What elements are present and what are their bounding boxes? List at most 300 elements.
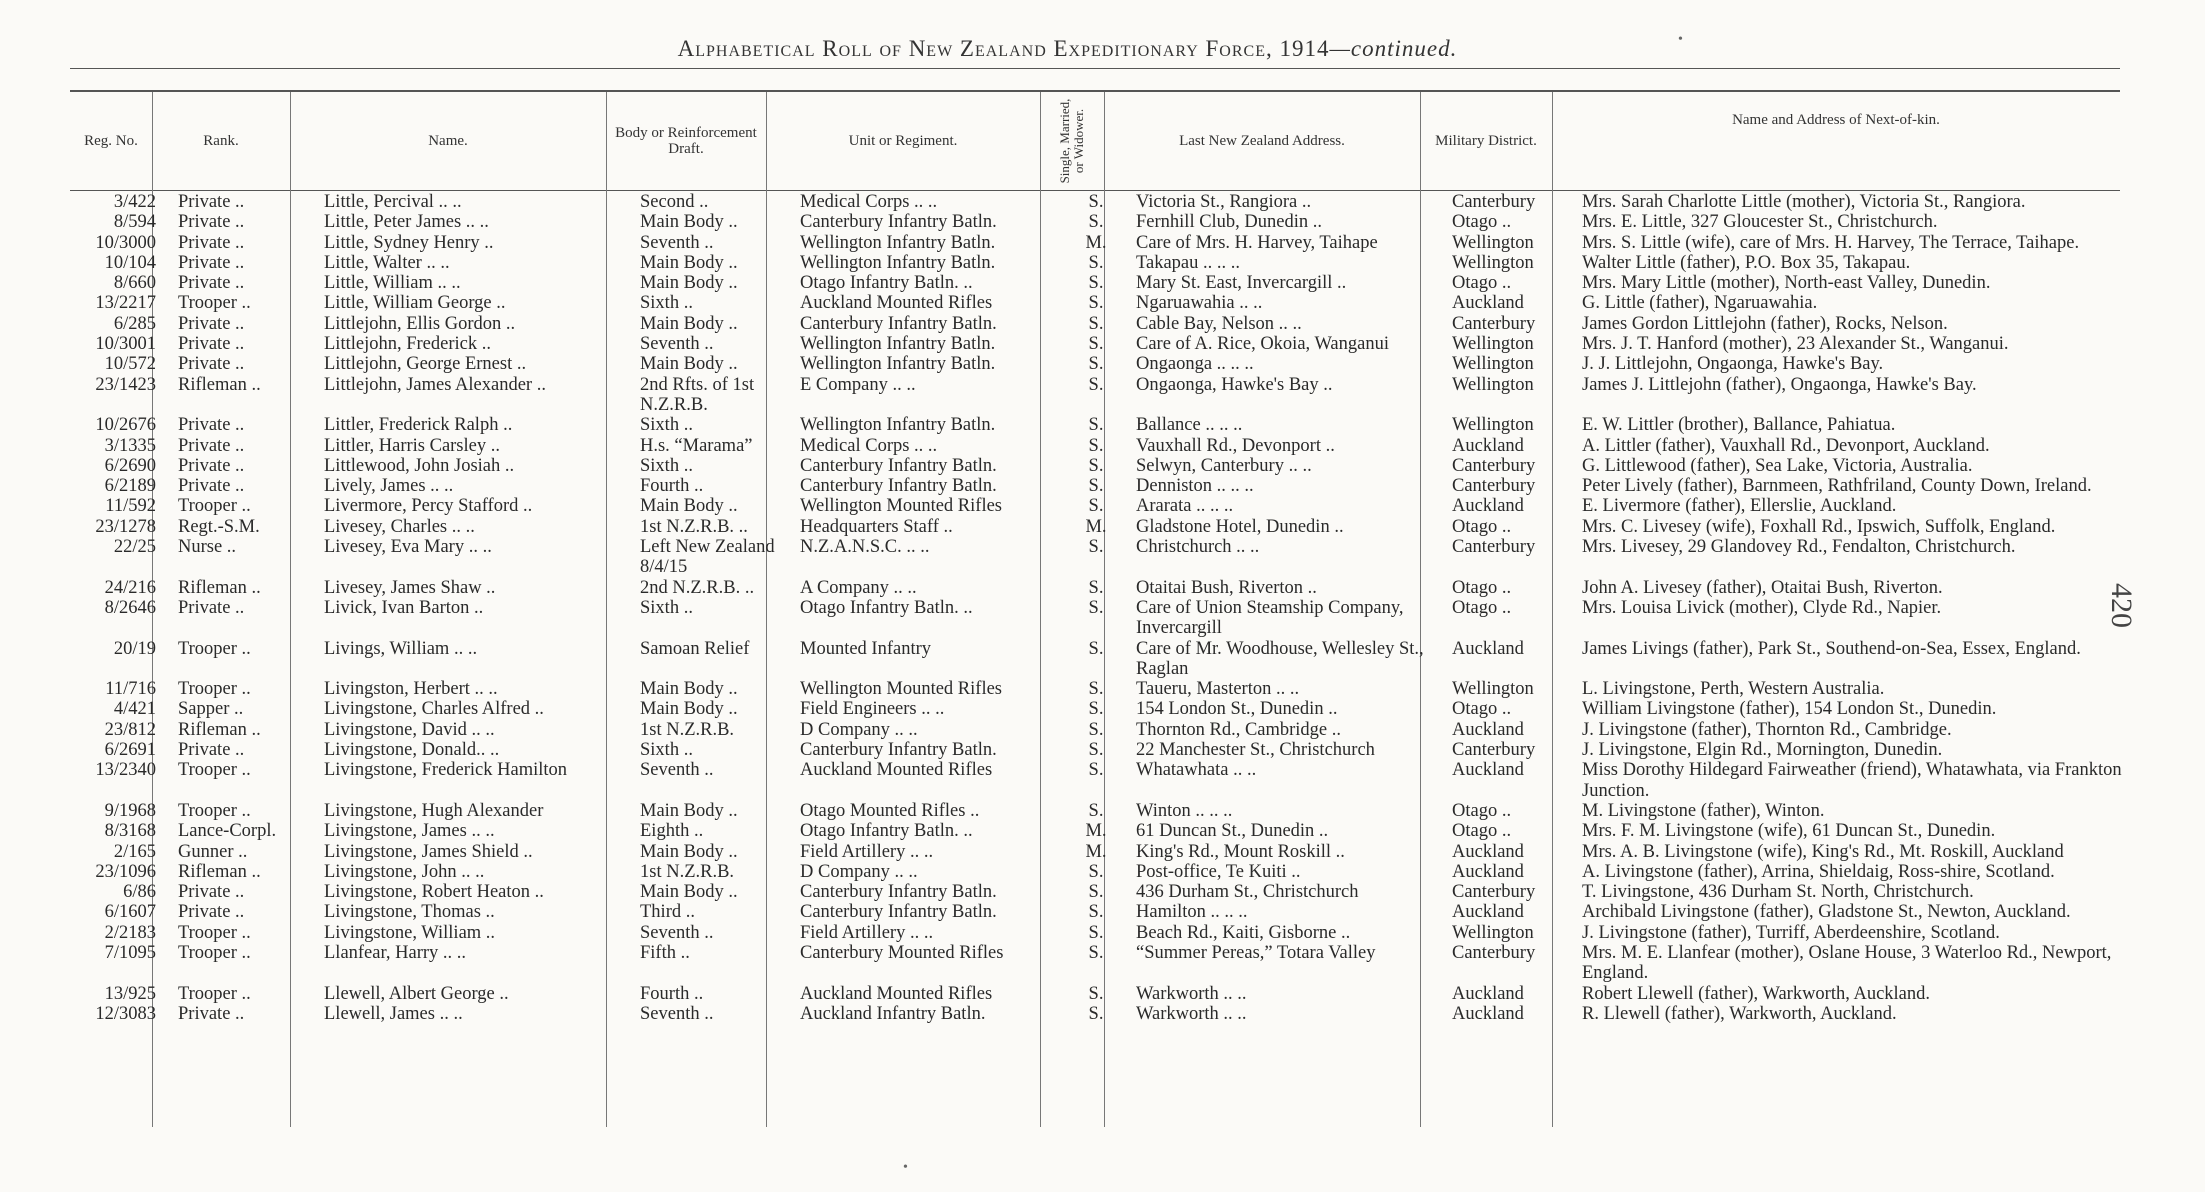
unit-cell: Auckland Mounted Rifles (800, 983, 993, 1004)
rank-cell: Rifleman .. (178, 374, 261, 395)
name-cell: Livesey, James Shaw .. (324, 577, 496, 598)
rank-cell: Lance-Corpl. (178, 821, 277, 842)
next-of-kin-cell: Mrs. S. Little (wife), care of Mrs. H. Harvey, The Terrace, Taihape. (1582, 232, 2080, 253)
name-cell: Livingstone, Robert Heaton .. (324, 882, 544, 903)
district-cell: Wellington (1452, 354, 1534, 375)
next-of-kin-cell: Mrs. M. E. Llanfear (mother), Oslane House, 3 Waterloo Rd., Newport, England. (1582, 942, 2112, 984)
print-speck: • (1678, 32, 1683, 47)
district-cell: Otago .. (1452, 577, 1512, 598)
name-cell: Littlejohn, Frederick .. (324, 334, 491, 355)
address-cell: Denniston .. .. .. (1136, 476, 1254, 497)
district-cell: Auckland (1452, 983, 1524, 1004)
table-row (60, 862, 2154, 882)
body-draft-cell: Main Body .. (640, 212, 738, 233)
header-marital-status: Single, Married, or Widower. (1057, 98, 1086, 184)
address-cell: Takapau .. .. .. (1136, 252, 1241, 273)
unit-cell: Canterbury Mounted Rifles (800, 942, 1004, 963)
name-cell: Little, William George .. (324, 293, 506, 314)
next-of-kin-cell: Mrs. Mary Little (mother), North-east Valley, Dunedin. (1582, 273, 1991, 294)
marital-status-cell: S. (1088, 455, 1104, 476)
table-row (60, 273, 2154, 293)
rank-cell: Private .. (178, 740, 245, 761)
body-draft-cell: 1st N.Z.R.B. (640, 861, 735, 882)
rank-cell: Private .. (178, 415, 245, 436)
body-draft-cell: Third .. (640, 902, 695, 923)
body-draft-cell: Main Body .. (640, 496, 738, 517)
reg-no-cell: 8/660 (113, 273, 156, 294)
rank-cell: Private .. (178, 334, 245, 355)
unit-cell: Canterbury Infantry Batln. (800, 882, 997, 903)
name-cell: Littlewood, John Josiah .. (324, 455, 515, 476)
next-of-kin-cell: E. Livermore (father), Ellerslie, Auckland. (1582, 496, 1897, 517)
body-draft-cell: Left New Zealand 8/4/15 (640, 537, 775, 578)
district-cell: Otago .. (1452, 597, 1512, 618)
unit-cell: Otago Infantry Batln. .. (800, 273, 973, 294)
unit-cell: Otago Infantry Batln. .. (800, 821, 973, 842)
table-row (60, 293, 2154, 313)
marital-status-cell: S. (1088, 537, 1104, 558)
body-draft-cell: Sixth .. (640, 597, 693, 618)
address-cell: Ballance .. .. .. (1136, 415, 1243, 436)
address-cell: Cable Bay, Nelson .. .. (1136, 313, 1302, 334)
marital-status-cell: S. (1088, 354, 1104, 375)
table-row (60, 984, 2154, 1004)
table-row (60, 902, 2154, 922)
rank-cell: Sapper .. (178, 699, 244, 720)
name-cell: Littlejohn, James Alexander .. (324, 374, 546, 395)
unit-cell: Canterbury Infantry Batln. (800, 212, 997, 233)
next-of-kin-cell: L. Livingstone, Perth, Western Australia. (1582, 679, 1885, 700)
address-cell: Christchurch .. .. (1136, 537, 1260, 558)
reg-no-cell: 8/594 (113, 212, 156, 233)
table-row (60, 456, 2154, 476)
rank-cell: Regt.-S.M. (178, 516, 260, 537)
next-of-kin-cell: Mrs. C. Livesey (wife), Foxhall Rd., Ipswich, Suffolk, England. (1582, 516, 2056, 537)
table-row (60, 598, 2154, 639)
district-cell: Otago .. (1452, 800, 1512, 821)
body-draft-cell: Seventh .. (640, 760, 714, 781)
district-cell: Otago .. (1452, 212, 1512, 233)
next-of-kin-cell: Mrs. J. T. Hanford (mother), 23 Alexander St., Wanganui. (1582, 334, 2009, 355)
rank-cell: Private .. (178, 212, 245, 233)
header-unit: Unit or Regiment. (848, 132, 958, 149)
reg-no-cell: 13/925 (104, 983, 156, 1004)
district-cell: Wellington (1452, 232, 1534, 253)
marital-status-cell: M. (1085, 841, 1107, 862)
address-cell: Ararata .. .. .. (1136, 496, 1234, 517)
unit-cell: Medical Corps .. .. (800, 435, 938, 456)
rank-cell: Private .. (178, 232, 245, 253)
body-draft-cell: Main Body .. (640, 273, 738, 294)
next-of-kin-cell: Mrs. A. B. Livingstone (wife), King's Rd., Mt. Roskill, Auckland (1582, 841, 2064, 862)
rank-cell: Private .. (178, 597, 245, 618)
name-cell: Livingstone, James Shield .. (324, 841, 533, 862)
address-cell: Winton .. .. .. (1136, 800, 1233, 821)
reg-no-cell: 22/25 (113, 537, 156, 558)
next-of-kin-cell: Mrs. E. Little, 327 Gloucester St., Christchurch. (1582, 212, 1938, 233)
next-of-kin-cell: J. Livingstone, Elgin Rd., Mornington, Dunedin. (1582, 740, 1943, 761)
district-cell: Auckland (1452, 841, 1524, 862)
next-of-kin-cell: James Livings (father), Park St., Southend-on-Sea, Essex, England. (1582, 638, 2081, 659)
reg-no-cell: 23/1278 (95, 516, 156, 537)
marital-status-cell: S. (1088, 638, 1104, 659)
district-cell: Auckland (1452, 1003, 1524, 1024)
unit-cell: Wellington Mounted Rifles (800, 496, 1002, 517)
district-cell: Wellington (1452, 374, 1534, 395)
body-draft-cell: Sixth .. (640, 415, 693, 436)
district-cell: Auckland (1452, 760, 1524, 781)
next-of-kin-cell: J. J. Littlejohn, Ongaonga, Hawke's Bay. (1582, 354, 1884, 375)
name-cell: Livick, Ivan Barton .. (324, 597, 484, 618)
body-draft-cell: 1st N.Z.R.B. (640, 719, 735, 740)
reg-no-cell: 23/1423 (95, 374, 156, 395)
reg-no-cell: 10/3001 (95, 334, 156, 355)
reg-no-cell: 3/422 (113, 192, 156, 212)
unit-cell: Auckland Mounted Rifles (800, 293, 993, 314)
district-cell: Auckland (1452, 861, 1524, 882)
rank-cell: Trooper .. (178, 679, 251, 700)
body-draft-cell: 1st N.Z.R.B. .. (640, 516, 748, 537)
address-cell: Mary St. East, Invercargill .. (1136, 273, 1347, 294)
body-draft-cell: Fifth .. (640, 942, 690, 963)
district-cell: Otago .. (1452, 273, 1512, 294)
marital-status-cell: S. (1088, 252, 1104, 273)
address-cell: Gladstone Hotel, Dunedin .. (1136, 516, 1344, 537)
body-draft-cell: Samoan Relief (640, 638, 750, 659)
rank-cell: Private .. (178, 252, 245, 273)
header-next-of-kin: Name and Address of Next-of-kin. (1732, 111, 1940, 128)
table-row (60, 821, 2154, 841)
unit-cell: Mounted Infantry (800, 638, 932, 659)
table-row (60, 436, 2154, 456)
table-row (60, 923, 2154, 943)
name-cell: Llanfear, Harry .. .. (324, 942, 467, 963)
reg-no-cell: 13/2340 (95, 760, 156, 781)
address-cell: Victoria St., Rangiora .. (1136, 192, 1312, 212)
name-cell: Littler, Harris Carsley .. (324, 435, 500, 456)
body-draft-cell: Main Body .. (640, 699, 738, 720)
reg-no-cell: 6/86 (123, 882, 156, 903)
table-row (60, 720, 2154, 740)
reg-no-cell: 10/2676 (95, 415, 156, 436)
marital-status-cell: S. (1088, 476, 1104, 497)
address-cell: Care of A. Rice, Okoia, Wanganui (1136, 334, 1389, 355)
unit-cell: D Company .. .. (800, 719, 918, 740)
address-cell: Post-office, Te Kuiti .. (1136, 861, 1301, 882)
next-of-kin-cell: Archibald Livingstone (father), Gladstone St., Newton, Auckland. (1582, 902, 2071, 923)
table-row (60, 578, 2154, 598)
unit-cell: Otago Mounted Rifles .. (800, 800, 980, 821)
next-of-kin-cell: A. Livingstone (father), Arrina, Shieldaig, Ross-shire, Scotland. (1582, 861, 2055, 882)
address-cell: Ongaonga .. .. .. (1136, 354, 1254, 375)
name-cell: Livingstone, David .. .. (324, 719, 495, 740)
body-draft-cell: Seventh .. (640, 232, 714, 253)
address-cell: Hamilton .. .. .. (1136, 902, 1248, 923)
reg-no-cell: 20/19 (113, 638, 156, 659)
marital-status-cell: S. (1088, 882, 1104, 903)
rank-cell: Trooper .. (178, 983, 251, 1004)
body-draft-cell: Main Body .. (640, 679, 738, 700)
reg-no-cell: 23/1096 (95, 861, 156, 882)
page-number: 420 (2105, 583, 2138, 628)
district-cell: Canterbury (1452, 882, 1536, 903)
table-row (60, 375, 2154, 416)
next-of-kin-cell: M. Livingstone (father), Winton. (1582, 800, 1825, 821)
name-cell: Llewell, James .. .. (324, 1003, 463, 1024)
name-cell: Little, Peter James .. .. (324, 212, 489, 233)
name-cell: Livingstone, William .. (324, 922, 496, 943)
table-row (60, 639, 2154, 680)
district-cell: Canterbury (1452, 537, 1536, 558)
address-cell: 154 London St., Dunedin .. (1136, 699, 1338, 720)
unit-cell: Wellington Infantry Batln. (800, 354, 996, 375)
next-of-kin-cell: Mrs. Sarah Charlotte Little (mother), Victoria St., Rangiora. (1582, 192, 2026, 212)
table-row (60, 943, 2154, 984)
print-speck: • (903, 1160, 908, 1175)
page-title-continued: —continued. (1329, 36, 1458, 61)
address-cell: “Summer Pereas,” Totara Valley (1136, 942, 1376, 963)
next-of-kin-cell: Mrs. F. M. Livingstone (wife), 61 Duncan St., Dunedin. (1582, 821, 1996, 842)
table-row (60, 334, 2154, 354)
body-draft-cell: Seventh .. (640, 1003, 714, 1024)
next-of-kin-cell: T. Livingstone, 436 Durham St. North, Christchurch. (1582, 882, 1974, 903)
rank-cell: Nurse .. (178, 537, 237, 558)
name-cell: Livingston, Herbert .. .. (324, 679, 498, 700)
marital-status-cell: S. (1088, 983, 1104, 1004)
marital-status-cell: S. (1088, 435, 1104, 456)
rank-cell: Private .. (178, 882, 245, 903)
district-cell: Canterbury (1452, 192, 1536, 212)
name-cell: Livingstone, James .. .. (324, 821, 495, 842)
name-cell: Little, Walter .. .. (324, 252, 450, 273)
marital-status-cell: S. (1088, 902, 1104, 923)
district-cell: Canterbury (1452, 476, 1536, 497)
district-cell: Wellington (1452, 922, 1534, 943)
name-cell: Little, Percival .. .. (324, 192, 462, 212)
address-cell: Selwyn, Canterbury .. .. (1136, 455, 1312, 476)
marital-status-cell: S. (1088, 313, 1104, 334)
roll-table (60, 192, 2154, 1024)
district-cell: Wellington (1452, 415, 1534, 436)
name-cell: Little, Sydney Henry .. (324, 232, 494, 253)
reg-no-cell: 4/421 (113, 699, 156, 720)
unit-cell: N.Z.A.N.S.C. .. .. (800, 537, 930, 558)
marital-status-cell: S. (1088, 273, 1104, 294)
header-body-draft: Body or Reinforcement Draft. (615, 124, 757, 157)
unit-cell: Canterbury Infantry Batln. (800, 313, 997, 334)
marital-status-cell: S. (1088, 415, 1104, 436)
table-row (60, 354, 2154, 374)
reg-no-cell: 24/216 (104, 577, 156, 598)
table-row (60, 314, 2154, 334)
name-cell: Livesey, Charles .. .. (324, 516, 475, 537)
reg-no-cell: 11/716 (105, 679, 156, 700)
address-cell: King's Rd., Mount Roskill .. (1136, 841, 1345, 862)
header-district: Military District. (1435, 132, 1537, 149)
marital-status-cell: M. (1085, 232, 1107, 253)
marital-status-cell: S. (1088, 577, 1104, 598)
marital-status-cell: S. (1088, 719, 1104, 740)
rank-cell: Trooper .. (178, 293, 251, 314)
address-cell: Care of Mrs. H. Harvey, Taihape (1136, 232, 1378, 253)
body-draft-cell: Main Body .. (640, 313, 738, 334)
body-draft-cell: 2nd N.Z.R.B. .. (640, 577, 755, 598)
body-draft-cell: Seventh .. (640, 922, 714, 943)
marital-status-cell: S. (1088, 597, 1104, 618)
rank-cell: Private .. (178, 313, 245, 334)
reg-no-cell: 10/104 (104, 252, 156, 273)
reg-no-cell: 8/3168 (104, 821, 156, 842)
reg-no-cell: 10/572 (104, 354, 156, 375)
table-row (60, 212, 2154, 232)
reg-no-cell: 3/1335 (104, 435, 156, 456)
district-cell: Auckland (1452, 902, 1524, 923)
page-title (0, 36, 2135, 62)
address-cell: Thornton Rd., Cambridge .. (1136, 719, 1342, 740)
table-row (60, 760, 2154, 801)
district-cell: Auckland (1452, 719, 1524, 740)
name-cell: Livesey, Eva Mary .. .. (324, 537, 492, 558)
marital-status-cell: S. (1088, 861, 1104, 882)
unit-cell: Wellington Infantry Batln. (800, 252, 996, 273)
address-cell: Fernhill Club, Dunedin .. (1136, 212, 1323, 233)
next-of-kin-cell: John A. Livesey (father), Otaitai Bush, Riverton. (1582, 577, 1943, 598)
reg-no-cell: 6/285 (113, 313, 156, 334)
body-draft-cell: Fourth .. (640, 476, 704, 497)
next-of-kin-cell: G. Littlewood (father), Sea Lake, Victoria, Australia. (1582, 455, 1973, 476)
marital-status-cell: S. (1088, 760, 1104, 781)
reg-no-cell: 23/812 (104, 719, 156, 740)
body-draft-cell: Main Body .. (640, 882, 738, 903)
table-row (60, 679, 2154, 699)
body-draft-cell: Main Body .. (640, 841, 738, 862)
rank-cell: Trooper .. (178, 922, 251, 943)
marital-status-cell: S. (1088, 740, 1104, 761)
district-cell: Otago .. (1452, 699, 1512, 720)
name-cell: Livings, William .. .. (324, 638, 478, 659)
rank-cell: Trooper .. (178, 942, 251, 963)
unit-cell: E Company .. .. (800, 374, 916, 395)
reg-no-cell: 13/2217 (95, 293, 156, 314)
body-draft-cell: Main Body .. (640, 354, 738, 375)
body-draft-cell: H.s. “Marama” (640, 435, 753, 456)
unit-cell: Wellington Infantry Batln. (800, 415, 996, 436)
name-cell: Lively, James .. .. (324, 476, 454, 497)
address-cell: Warkworth .. .. (1136, 1003, 1247, 1024)
table-row (60, 842, 2154, 862)
name-cell: Livingstone, Donald.. .. (324, 740, 500, 761)
district-cell: Canterbury (1452, 942, 1536, 963)
unit-cell: Wellington Infantry Batln. (800, 334, 996, 355)
marital-status-cell: M. (1085, 821, 1107, 842)
reg-no-cell: 6/2189 (104, 476, 156, 497)
unit-cell: Wellington Mounted Rifles (800, 679, 1002, 700)
address-cell: 436 Durham St., Christchurch (1136, 882, 1359, 903)
rank-cell: Rifleman .. (178, 719, 261, 740)
unit-cell: Otago Infantry Batln. .. (800, 597, 973, 618)
table-row (60, 1004, 2154, 1024)
rank-cell: Private .. (178, 192, 245, 212)
address-cell: Taueru, Masterton .. .. (1136, 679, 1300, 700)
next-of-kin-cell: William Livingstone (father), 154 London St., Dunedin. (1582, 699, 1997, 720)
district-cell: Wellington (1452, 679, 1534, 700)
reg-no-cell: 9/1968 (104, 800, 156, 821)
next-of-kin-cell: G. Little (father), Ngaruawahia. (1582, 293, 1818, 314)
district-cell: Canterbury (1452, 455, 1536, 476)
address-cell: Whatawhata .. .. (1136, 760, 1257, 781)
address-cell: 61 Duncan St., Dunedin .. (1136, 821, 1329, 842)
header-reg-no: Reg. No. (84, 132, 138, 149)
district-cell: Auckland (1452, 293, 1524, 314)
name-cell: Littlejohn, George Ernest .. (324, 354, 527, 375)
body-draft-cell: Sixth .. (640, 293, 693, 314)
table-row (60, 517, 2154, 537)
name-cell: Littler, Frederick Ralph .. (324, 415, 513, 436)
table-row (60, 740, 2154, 760)
name-cell: Llewell, Albert George .. (324, 983, 509, 1004)
table-row (60, 496, 2154, 516)
body-draft-cell: Seventh .. (640, 334, 714, 355)
unit-cell: D Company .. .. (800, 861, 918, 882)
unit-cell: Medical Corps .. .. (800, 192, 938, 212)
next-of-kin-cell: R. Llewell (father), Warkworth, Auckland. (1582, 1003, 1897, 1024)
table-row (60, 699, 2154, 719)
table-row (60, 415, 2154, 435)
marital-status-cell: M. (1085, 516, 1107, 537)
unit-cell: Headquarters Staff .. (800, 516, 953, 537)
marital-status-cell: S. (1088, 212, 1104, 233)
unit-cell: Auckland Infantry Batln. (800, 1003, 986, 1024)
rank-cell: Private .. (178, 455, 245, 476)
marital-status-cell: S. (1088, 942, 1104, 963)
unit-cell: Field Artillery .. .. (800, 922, 934, 943)
table-row (60, 801, 2154, 821)
marital-status-cell: S. (1088, 800, 1104, 821)
header-bottom-rule (70, 190, 2120, 191)
next-of-kin-cell: James J. Littlejohn (father), Ongaonga, Hawke's Bay. (1582, 374, 1977, 395)
rank-cell: Trooper .. (178, 760, 251, 781)
district-cell: Auckland (1452, 496, 1524, 517)
next-of-kin-cell: A. Littler (father), Vauxhall Rd., Devonport, Auckland. (1582, 435, 1990, 456)
address-cell: Beach Rd., Kaiti, Gisborne .. (1136, 922, 1351, 943)
top-rule (70, 68, 2120, 69)
rank-cell: Private .. (178, 354, 245, 375)
name-cell: Littlejohn, Ellis Gordon .. (324, 313, 516, 334)
unit-cell: A Company .. .. (800, 577, 917, 598)
name-cell: Livingstone, Frederick Hamilton (324, 760, 568, 781)
rank-cell: Private .. (178, 476, 245, 497)
name-cell: Livingstone, Thomas .. (324, 902, 495, 923)
rank-cell: Private .. (178, 435, 245, 456)
district-cell: Canterbury (1452, 313, 1536, 334)
rank-cell: Rifleman .. (178, 861, 261, 882)
table-row (60, 882, 2154, 902)
next-of-kin-cell: James Gordon Littlejohn (father), Rocks, Nelson. (1582, 313, 1948, 334)
body-draft-cell: Eighth .. (640, 821, 704, 842)
next-of-kin-cell: Mrs. Louisa Livick (mother), Clyde Rd., Napier. (1582, 597, 1942, 618)
name-cell: Livingstone, Charles Alfred .. (324, 699, 544, 720)
marital-status-cell: S. (1088, 1003, 1104, 1024)
reg-no-cell: 2/165 (113, 841, 156, 862)
reg-no-cell: 7/1095 (104, 942, 156, 963)
marital-status-cell: S. (1088, 334, 1104, 355)
next-of-kin-cell: E. W. Littler (brother), Ballance, Pahiatua. (1582, 415, 1896, 436)
table-row (60, 476, 2154, 496)
unit-cell: Canterbury Infantry Batln. (800, 902, 997, 923)
rank-cell: Private .. (178, 1003, 245, 1024)
next-of-kin-cell: Walter Little (father), P.O. Box 35, Takapau. (1582, 252, 1911, 273)
next-of-kin-cell: Peter Lively (father), Barnmeen, Rathfriland, County Down, Ireland. (1582, 476, 2092, 497)
